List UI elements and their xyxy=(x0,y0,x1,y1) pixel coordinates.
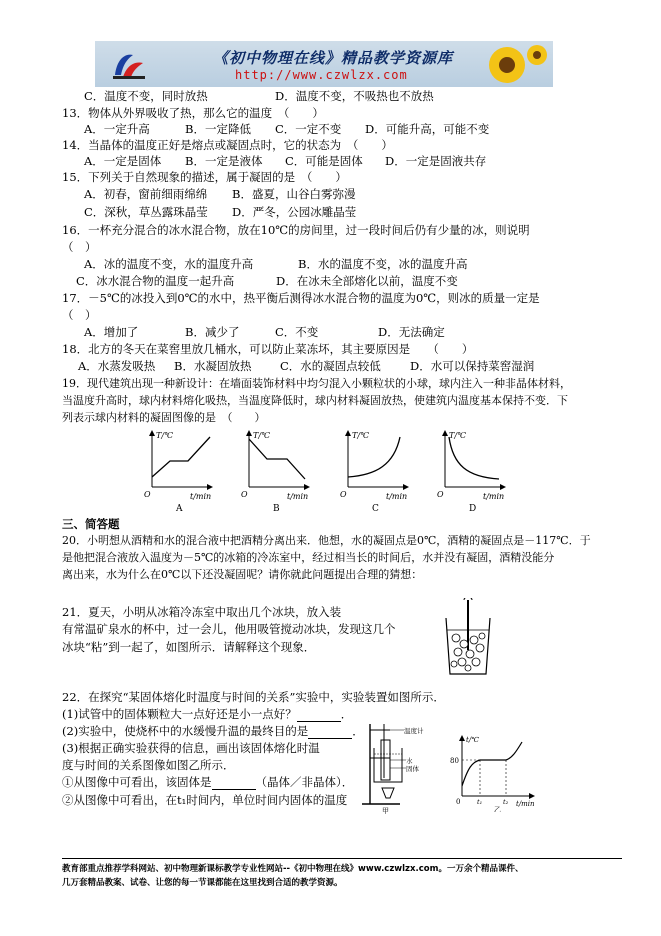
graph-xlabel: t/min xyxy=(516,800,535,808)
q18-option-d: D．水可以保持菜窖湿润 xyxy=(410,359,535,373)
graph-b-origin: O xyxy=(241,490,248,499)
q13-stem: 13．物体从外界吸收了热，那么它的温度 （ ） xyxy=(62,106,324,120)
graph-d-label: D xyxy=(469,504,477,513)
q22-blank-1[interactable] xyxy=(297,707,341,722)
q22-sub-2-text: ②从图像中可看出，在 xyxy=(62,793,177,807)
q22-sub-2-tail: 时间内，单位时间内固体的温度 xyxy=(186,793,348,807)
melting-curve xyxy=(462,742,522,786)
q22-sub-1-text: ①从图像中可看出，该固体是 xyxy=(62,775,212,789)
q22-part-2: (2)实验中，使烧杯中的水缓慢升温的最终目的是 ． xyxy=(62,724,364,738)
graph-ylabel: t/℃ xyxy=(466,736,480,744)
q12-option-c: C．温度不变，同时放热 xyxy=(84,89,208,103)
graph-a-xlabel: t/min xyxy=(190,492,212,501)
q14-option-b: B．一定是液体 xyxy=(185,154,263,168)
graph-b-curve xyxy=(249,439,305,479)
q12-option-d: D．温度不变，不吸热也不放热 xyxy=(275,89,434,103)
q20-line-1: 20．小明想从酒精和水的混合液中把酒精分离出来．他想，水的凝固点是0℃，酒精的凝固点是－117℃．于 xyxy=(62,534,591,547)
graph-origin: 0 xyxy=(456,798,461,806)
q22-sub-2 xyxy=(62,793,347,807)
q14-option-a: A．一定是固体 xyxy=(84,154,162,168)
graph-d-origin: O xyxy=(437,490,444,499)
graph-t2-label: t₂ xyxy=(503,798,509,806)
q17-option-a: A．增加了 xyxy=(84,325,139,339)
q22-part-3-line-2: 度与时间的关系图像如图乙所示． xyxy=(62,758,235,772)
q22-blank-2[interactable] xyxy=(308,724,352,739)
figure-jia-label: 甲 xyxy=(382,807,389,814)
footer-line-2: 几万套精品教案、试卷、让您的每一节课都能在这里找到合适的教学资源。 xyxy=(62,878,343,888)
q14-stem: 14．当晶体的温度正好是熔点或凝固点时，它的状态为 （ ） xyxy=(62,138,393,152)
banner-url[interactable]: http://www.czwlzx.com xyxy=(235,68,408,82)
solid-label: 固体 xyxy=(406,765,419,773)
graph-c-origin: O xyxy=(340,490,347,499)
q13-option-a: A．一定升高 xyxy=(84,122,150,136)
sunflower-icon xyxy=(479,43,549,87)
q13-option-b: B．一定降低 xyxy=(185,122,251,136)
burner-icon xyxy=(382,788,394,798)
graph-d-ylabel: T/℃ xyxy=(449,431,466,440)
graph-b-xlabel: t/min xyxy=(287,492,309,501)
q22-part-1-text: (1)试管中的固体颗粒大一点好还是小一点好？ xyxy=(62,707,297,721)
q16-option-c: C．冰水混合物的温度一起升高 xyxy=(76,274,235,288)
test-tube-icon xyxy=(381,740,390,780)
q22-sub-1 xyxy=(62,775,353,790)
graph-d-xlabel: t/min xyxy=(483,492,505,501)
q16-paren: （ ） xyxy=(62,240,97,254)
q22-sub-1-tail: （晶体／非晶体）． xyxy=(255,775,354,789)
q19-line-2: 当温度升高时，球内材料熔化吸热，当温度降低时，球内材料凝固放热，使建筑内温度基本保持不变．下 xyxy=(62,394,568,407)
q15-option-b: B．盛夏，山谷白雾弥漫 xyxy=(232,187,356,201)
q18-option-c: C．水的凝固点较低 xyxy=(280,359,381,373)
site-logo-icon xyxy=(111,49,147,81)
graph-d xyxy=(437,431,505,513)
q16-option-b: B．水的温度不变，冰的温度升高 xyxy=(298,257,468,271)
q22-stem: 22．在探究“某固体熔化时温度与时间的关系”实验中，实验装置如图所示． xyxy=(62,690,445,704)
graph-a-label: A xyxy=(176,504,183,513)
q22-part-1: (1)试管中的固体颗粒大一点好还是小一点好？ ． xyxy=(62,707,353,721)
section-3-heading: 三、简答题 xyxy=(62,517,120,531)
q13-option-d: D．可能升高，可能不变 xyxy=(365,122,490,136)
graph-t1-label: t₁ xyxy=(477,798,483,806)
q20-line-2: 是他把混合液放入温度为－5℃的冰箱的冷冻室中，经过相当长的时间后，水并没有凝固，酒精没能分 xyxy=(62,551,555,564)
q22-part-3-line-1: (3)根据正确实验获得的信息，画出该固体熔化时温 xyxy=(62,741,320,755)
q18-stem: 18．北方的冬天在菜窖里放几桶水，可以防止菜冻坏，其主要原因是 （ ） xyxy=(62,342,474,356)
q18-option-a: A．水蒸发吸热 xyxy=(78,359,156,373)
q17-stem: 17．－5℃的冰投入到0℃的水中，热平衡后测得冰水混合物的温度为0℃，则冰的质量一定是 xyxy=(62,291,540,305)
beaker-icon xyxy=(374,748,402,782)
q15-option-d: D．严冬，公园冰雕晶莹 xyxy=(232,205,357,219)
graph-c xyxy=(340,431,408,513)
graph-a-ylabel: T/℃ xyxy=(156,431,173,440)
graph-c-label: C xyxy=(372,504,379,513)
figure-yi-label: 乙 xyxy=(494,806,501,812)
q16-stem: 16．一杯充分混合的冰水混合物，放在10℃的房间里，过一段时间后仍有少量的冰，则说明 xyxy=(62,223,530,237)
q17-paren: （ ） xyxy=(62,308,97,322)
q17-option-d: D．无法确定 xyxy=(378,325,445,339)
graph-b xyxy=(241,431,309,513)
water-label: 水 xyxy=(406,757,413,765)
graph-c-ylabel: T/℃ xyxy=(352,431,369,440)
graph-c-xlabel: t/min xyxy=(386,492,408,501)
graph-c-curve xyxy=(348,437,400,477)
graph-b-label: B xyxy=(273,504,280,513)
footer-divider xyxy=(62,858,622,859)
q21-line-2: 有常温矿泉水的杯中，过一会儿，他用吸管搅动冰块，发现这几个 xyxy=(62,622,396,636)
q17-option-b: B．减少了 xyxy=(185,325,240,339)
q16-option-a: A．冰的温度不变，水的温度升高 xyxy=(84,257,254,271)
q22-part-2-text: (2)实验中，使烧杯中的水缓慢升温的最终目的是 xyxy=(62,724,309,738)
q22-apparatus-figure xyxy=(360,718,440,814)
q20-line-3: 离出来，水为什么在0℃以下还没凝固呢？请你就此问题提出合理的猜想： xyxy=(62,568,423,581)
q15-option-a: A．初春，窗前细雨绵绵 xyxy=(84,187,208,201)
q19-line-1: 19．现代建筑出现一种新设计：在墙面装饰材料中均匀混入小颗粒状的小球，球内注入一种非晶体材料， xyxy=(62,377,571,390)
q21-line-1: 21．夏天，小明从冰箱冷冻室中取出几个冰块，放入装 xyxy=(62,605,342,619)
q18-option-b: B．水凝固放热 xyxy=(174,359,252,373)
graph-a-curve xyxy=(152,437,210,477)
q22-graph-figure xyxy=(450,732,540,812)
q17-option-c: C．不变 xyxy=(275,325,319,339)
graph-a xyxy=(144,431,212,513)
footer xyxy=(62,862,622,890)
q21-cup-figure xyxy=(438,598,498,678)
q15-option-c: C．深秋，草丛露珠晶莹 xyxy=(84,205,208,219)
q21-line-3: 冰块“粘”到一起了，如图所示．请解释这个现象． xyxy=(62,640,316,654)
footer-line-1: 教育部重点推荐学科网站、初中物理新课标教学专业性网站--《初中物理在线》www.czwlzx.com。一万余个精品课件、 xyxy=(62,864,524,874)
q14-option-c: C．可能是固体 xyxy=(285,154,363,168)
q19-line-3: 列表示球内材料的凝固图像的是 （ ） xyxy=(62,411,266,424)
q19-graphs xyxy=(140,425,510,513)
graph-80-label: 80 xyxy=(450,757,459,765)
banner-title: 《初中物理在线》精品教学资源库 xyxy=(213,49,454,67)
q22-blank-3[interactable] xyxy=(212,775,256,790)
graph-b-ylabel: T/℃ xyxy=(253,431,270,440)
graph-d-curve xyxy=(449,437,499,479)
q13-option-c: C．一定不变 xyxy=(275,122,342,136)
header-banner xyxy=(95,41,553,87)
q16-option-d: D．在冰未全部熔化以前，温度不变 xyxy=(276,274,458,288)
q15-stem: 15．下列关于自然现象的描述，属于凝固的是 （ ） xyxy=(62,170,347,184)
thermometer-label: 温度计 xyxy=(404,727,424,735)
q14-option-d: D．一定是固液共存 xyxy=(385,154,487,168)
q22-sub-2-t1: t₁ xyxy=(177,793,187,807)
graph-a-origin: O xyxy=(144,490,151,499)
